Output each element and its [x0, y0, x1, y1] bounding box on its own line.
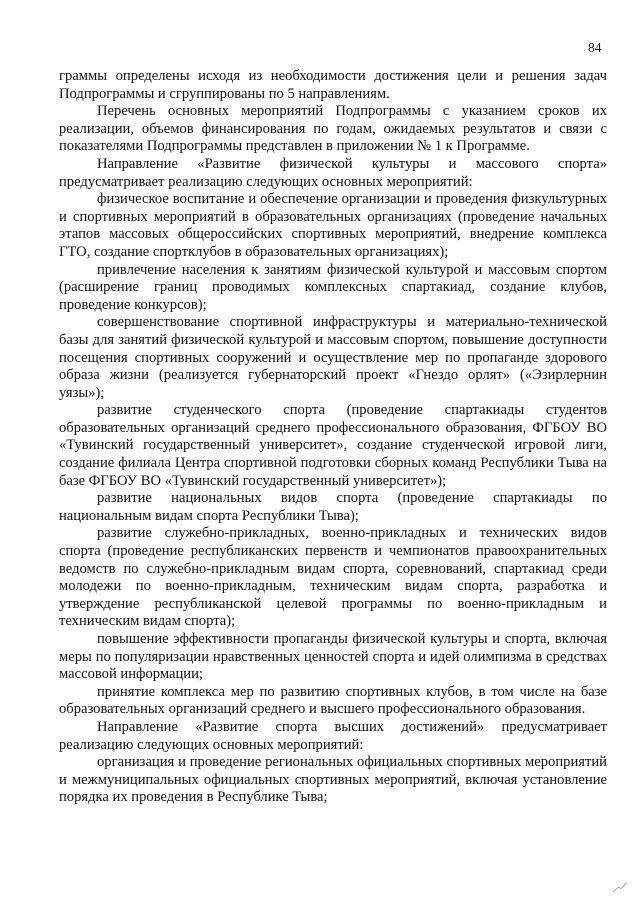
paragraph-direction-high-achievement: Направление «Развитие спорта высших достижений» предусматривает реализацию следующих основных мероприятий:: [59, 718, 607, 753]
paragraph-national-sports: развитие национальных видов спорта (проведение спартакиады по национальным видам спорта Республики Тыва);: [59, 490, 607, 524]
paragraph-student-sport: развитие студенческого спорта (проведение спартакиады студентов образовательных организаций среднего профессионального образования, ФГБОУ ВО «Тувинский государственный университет», создание студенческой игровой лиги, создание филиала Центра спортивной подготовки сборных команд Республики Тыва на базе ФГБОУ ВО «Тувинский государственный университет»);: [59, 402, 607, 489]
paragraph-propaganda: повышение эффективности пропаганды физической культуры и спорта, включая меры по популяризации нравственных ценностей спорта и идей олимпизма в средствах массовой информации;: [59, 631, 607, 683]
paragraph-continuation: граммы определены исходя из необходимости достижения цели и решения задач Подпрограммы и сгруппированы по 5 направлениям.: [59, 68, 607, 102]
paragraph-official-events: организация и проведение региональных официальных спортивных мероприятий и межмуниципальных официальных спортивных мероприятий, включая установление порядка их проведения в Республике Тыва;: [59, 754, 607, 806]
paragraph-direction-mass-sport: Направление «Развитие физической культуры и массового спорта» предусматривает реализацию следующих основных мероприятий:: [59, 155, 607, 190]
paragraph-population-engagement: привлечение населения к занятиям физической культурой и массовым спортом (расширение границ проводимых комплексных спартакиад, создание клубов, проведение конкурсов);: [59, 261, 607, 313]
paragraph-infrastructure: совершенствование спортивной инфраструктуры и материально-технической базы для занятий физической культурой и массовым спортом, повышение доступности посещения спортивных сооружений и осуществление мер по пропаганде здорового образа жизни (реализуется губернаторский проект «Гнездо орлят» («Эзирлернин уязы»);: [59, 314, 607, 401]
paragraph-sport-clubs: принятие комплекса мер по развитию спортивных клубов, в том числе на базе образовательных организаций среднего и высшего профессионального образования.: [59, 683, 607, 718]
body-text: [59, 68, 607, 807]
handwritten-mark: [612, 882, 628, 897]
paragraph-list-of-measures: Перечень основных мероприятий Подпрограммы с указанием сроков их реализации, объемов финансирования по годам, ожидаемых результатов и связи с показателями Подпрограммы представлен в приложении № 1 к Программе.: [59, 103, 607, 155]
paragraph-physical-education: физическое воспитание и обеспечение организации и проведения физкультурных и спортивных мероприятий в образовательных организациях (проведение начальных этапов массовых общероссийских спортивных мероприятий, внедрение комплекса ГТО, создание спортклубов в образовательных организациях);: [59, 191, 607, 260]
paragraph-applied-sports: развитие служебно-прикладных, военно-прикладных и технических видов спорта (проведение республиканских первенств и чемпионатов правоохранительных ведомств по служебно-прикладным видам спорта, соревнований, спартакиад среди молодежи по военно-прикладным, техническим видам спорта, разработка и утверждение республиканской целевой программы по военно-прикладным и техническим видам спорта);: [59, 525, 607, 630]
page-number: 84: [588, 40, 602, 55]
